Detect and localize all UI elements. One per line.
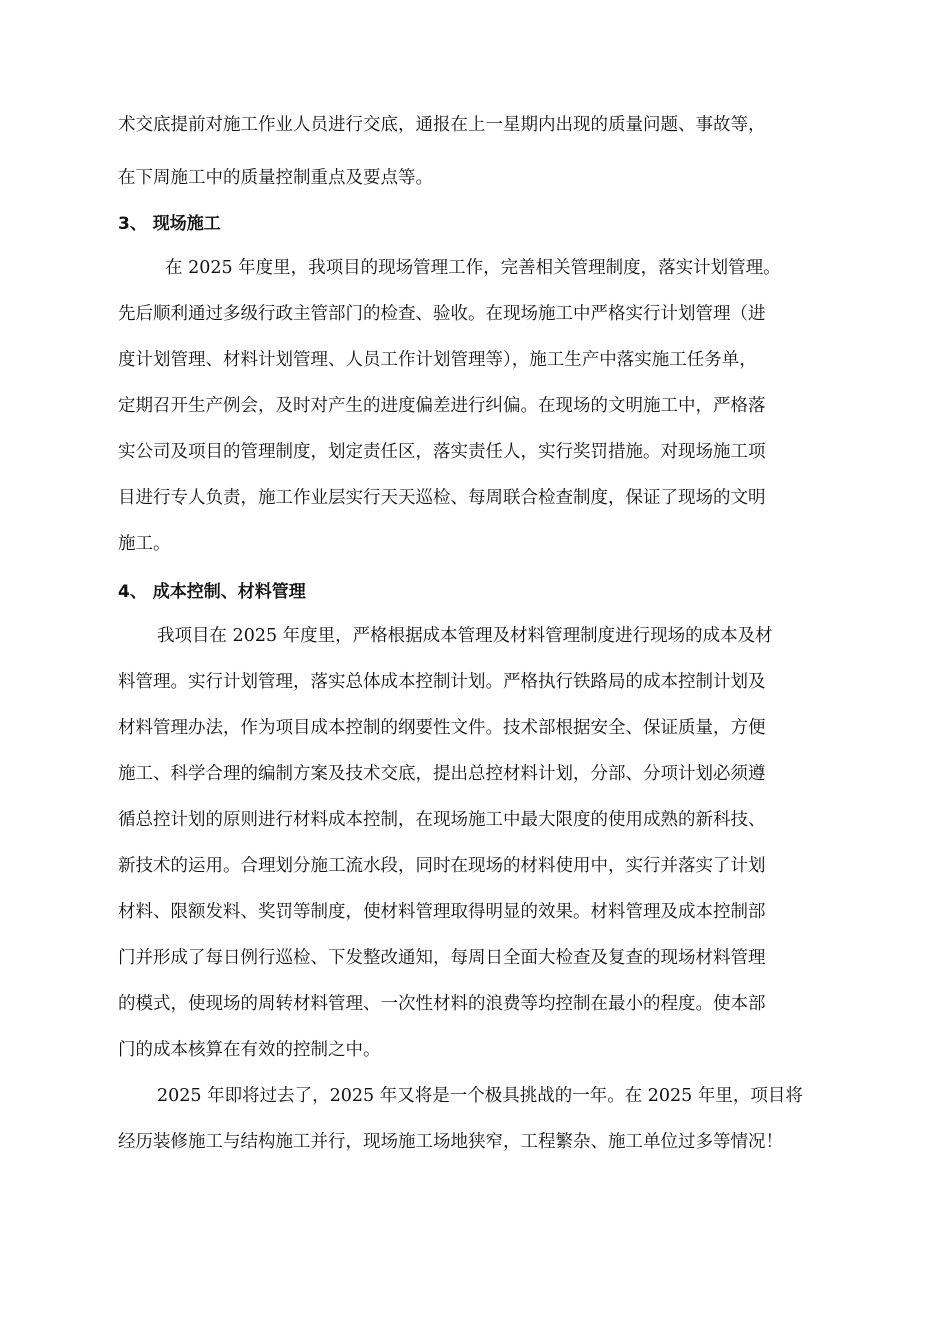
paragraph-line: 施工。 bbox=[118, 534, 171, 554]
section-heading: 3、 现场施工 bbox=[118, 214, 221, 234]
paragraph-line: 门的成本核算在有效的控制之中。 bbox=[118, 1040, 381, 1060]
paragraph-line: 门并形成了每日例行巡检、下发整改通知，每周日全面大检查及复查的现场材料管理 bbox=[118, 948, 766, 968]
paragraph-line: 在下周施工中的质量控制重点及要点等。 bbox=[118, 168, 433, 188]
paragraph-line: 我项目在 2025 年度里，严格根据成本管理及材料管理制度进行现场的成本及材 bbox=[157, 626, 773, 646]
paragraph-line: 目进行专人负责，施工作业层实行天天巡检、每周联合检查制度，保证了现场的文明 bbox=[118, 488, 766, 508]
paragraph-line: 的模式，使现场的周转材料管理、一次性材料的浪费等均控制在最小的程度。使本部 bbox=[118, 994, 766, 1014]
paragraph-line: 施工、科学合理的编制方案及技术交底，提出总控材料计划，分部、分项计划必须遵 bbox=[118, 764, 766, 784]
paragraph-line: 在 2025 年度里，我项目的现场管理工作，完善相关管理制度，落实计划管理。 bbox=[165, 258, 781, 278]
paragraph-line: 材料、限额发料、奖罚等制度，使材料管理取得明显的效果。材料管理及成本控制部 bbox=[118, 902, 766, 922]
paragraph-line: 定期召开生产例会，及时对产生的进度偏差进行纠偏。在现场的文明施工中，严格落 bbox=[118, 396, 766, 416]
paragraph-line: 度计划管理、材料计划管理、人员工作计划管理等），施工生产中落实施工任务单， bbox=[118, 350, 757, 370]
paragraph-line: 术交底提前对施工作业人员进行交底，通报在上一星期内出现的质量问题、事故等， bbox=[118, 115, 766, 135]
paragraph-line: 实公司及项目的管理制度，划定责任区，落实责任人，实行奖罚措施。对现场施工项 bbox=[118, 442, 766, 462]
paragraph-line: 循总控计划的原则进行材料成本控制，在现场施工中最大限度的使用成熟的新科技、 bbox=[118, 810, 766, 830]
paragraph-line: 料管理。实行计划管理，落实总体成本控制计划。严格执行铁路局的成本控制计划及 bbox=[118, 672, 766, 692]
paragraph-line: 经历装修施工与结构施工并行，现场施工场地狭窄，工程繁杂、施工单位过多等情况！ bbox=[118, 1132, 783, 1152]
paragraph-line: 先后顺利通过多级行政主管部门的检查、验收。在现场施工中严格实行计划管理（进 bbox=[118, 304, 766, 324]
paragraph-line: 材料管理办法，作为项目成本控制的纲要性文件。技术部根据安全、保证质量，方便 bbox=[118, 718, 766, 738]
paragraph-line: 2025 年即将过去了，2025 年又将是一个极具挑战的一年。在 2025 年里，项目将 bbox=[157, 1086, 803, 1106]
section-heading: 4、 成本控制、材料管理 bbox=[118, 582, 306, 602]
paragraph-line: 新技术的运用。合理划分施工流水段，同时在现场的材料使用中，实行并落实了计划 bbox=[118, 856, 766, 876]
